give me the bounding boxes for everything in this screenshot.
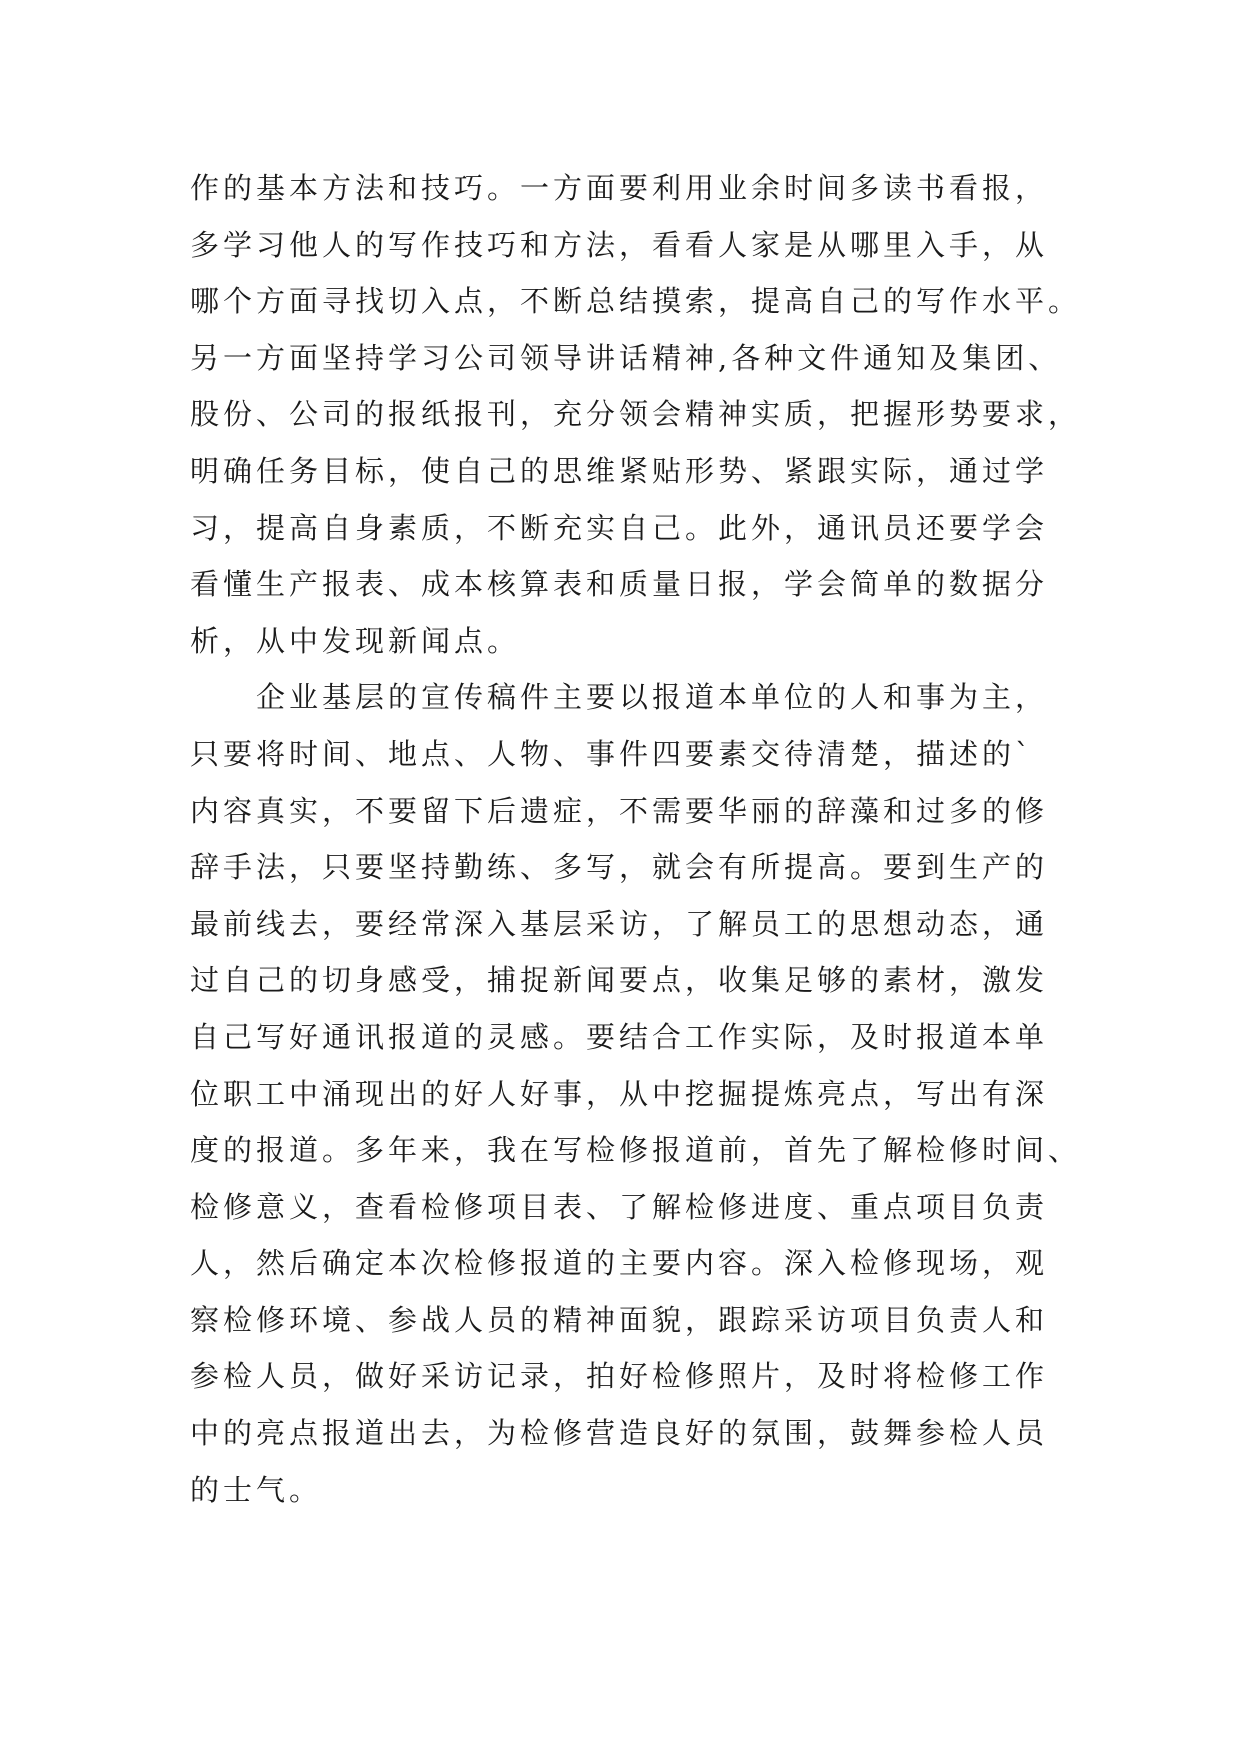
text-line: 明确任务目标，使自己的思维紧贴形势、紧跟实际，通过学 <box>190 453 1049 488</box>
text-line: 最前线去，要经常深入基层采访，了解员工的思想动态，通 <box>190 906 1049 941</box>
text-line: 位职工中涌现出的好人好事，从中挖掘提炼亮点，写出有深 <box>190 1076 1049 1111</box>
text-line: 内容真实，不要留下后遗症，不需要华丽的辞藻和过多的修 <box>190 793 1049 828</box>
text-line: 人，然后确定本次检修报道的主要内容。深入检修现场，观 <box>190 1246 1049 1281</box>
text-line: 作的基本方法和技巧。一方面要利用业余时间多读书看报， <box>190 171 1049 205</box>
text-line: 另一方面坚持学习公司领导讲话精神,各种文件通知及集团、 <box>190 340 1062 375</box>
text-line: 只要将时间、地点、人物、事件四要素交待清楚，描述的` <box>190 736 1034 771</box>
text-line: 过自己的切身感受，捕捉新闻要点，收集足够的素材，激发 <box>190 963 1049 998</box>
text-line: 自己写好通讯报道的灵感。要结合工作实际，及时报道本单 <box>190 1019 1049 1054</box>
document-body <box>190 160 1082 1518</box>
text-line: 度的报道。多年来，我在写检修报道前，首先了解检修时间、 <box>190 1133 1082 1168</box>
text-line: 看懂生产报表、成本核算表和质量日报，学会简单的数据分 <box>190 567 1049 602</box>
text-line: 习，提高自身素质，不断充实自己。此外，通讯员还要学会 <box>190 510 1049 545</box>
text-line: 析，从中发现新闻点。 <box>190 623 521 658</box>
text-line: 检修意义，查看检修项目表、了解检修进度、重点项目负责 <box>190 1189 1049 1224</box>
text-line: 察检修环境、参战人员的精神面貌，跟踪采访项目负责人和 <box>190 1302 1049 1337</box>
text-line: 哪个方面寻找切入点，不断总结摸索，提高自己的写作水平。 <box>190 284 1082 319</box>
paragraph-first-line: 企业基层的宣传稿件主要以报道本单位的人和事为主， <box>256 680 1049 715</box>
text-line: 中的亮点报道出去，为检修营造良好的氛围，鼓舞参检人员 <box>190 1416 1049 1451</box>
text-line: 多学习他人的写作技巧和方法，看看人家是从哪里入手，从 <box>190 227 1049 262</box>
text-line: 的士气。 <box>190 1472 323 1507</box>
text-line: 辞手法，只要坚持勤练、多写，就会有所提高。要到生产的 <box>190 850 1049 885</box>
text-line: 参检人员，做好采访记录，拍好检修照片，及时将检修工作 <box>190 1359 1049 1394</box>
text-line: 股份、公司的报纸报刊，充分领会精神实质，把握形势要求， <box>190 397 1082 432</box>
